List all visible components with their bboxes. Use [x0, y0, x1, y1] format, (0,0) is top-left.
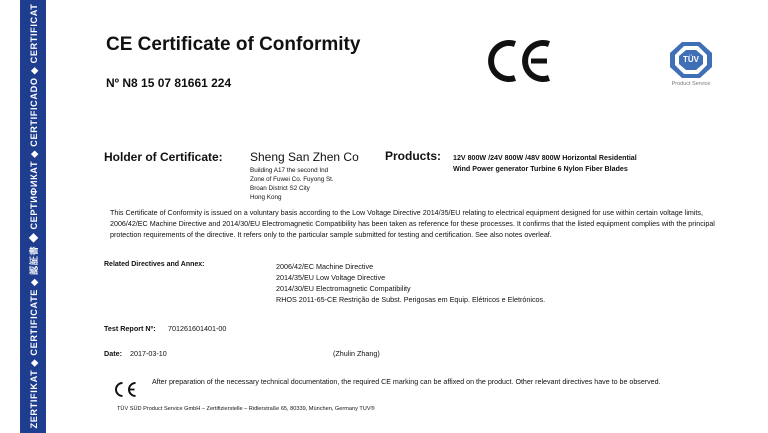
products-description: [453, 153, 637, 175]
products-label: Products:: [385, 149, 442, 163]
product-line: Wind Power generator Turbine 6 Nylon Fiber Blades: [453, 165, 628, 173]
holder-name: Sheng San Zhen Co: [250, 150, 359, 164]
conformity-statement: This Certificate of Conformity is issued on a voluntary basis according to the Low Voltage Directive 2014/35/EU relating to electrical equipment designed for use within certain voltage limits, 2006/42/EC Machine Directive and 2014/30/EU Electromagnetic Compatibility has been taken as reference for these processes. It confirms that the listed equipment complies with the principal protection requirements of the directive. It refers only to the particular sample submitted for testing and certification. See also notes overleaf.: [110, 209, 715, 239]
holder-label: Holder of Certificate:: [104, 150, 223, 164]
address-line: Broan District S2 City: [250, 184, 310, 192]
date-value: 2017-03-10: [130, 349, 167, 358]
ce-mark-icon: [487, 38, 557, 84]
directive-item: 2014/30/EU Electromagnetic Compatibility: [276, 284, 411, 293]
address-line: Building A17 the second Ind: [250, 167, 329, 174]
certificate-number: Nº N8 15 07 81661 224: [106, 76, 232, 90]
directive-item: 2014/35/EU Low Voltage Directive: [276, 273, 386, 282]
related-directives-label: Related Directives and Annex:: [104, 261, 205, 268]
test-report-number: 701261601401-00: [168, 324, 227, 333]
certificate-side-band: [20, 0, 46, 433]
test-report-label: Test Report Nº:: [104, 324, 156, 333]
signer-name: (Zhulin Zhang): [333, 349, 380, 358]
product-line: 12V 800W /24V 800W /48V 800W Horizontal Residential: [453, 154, 637, 162]
tuv-logo-text: TÜV: [683, 55, 699, 64]
side-band-text: ZERTIFIKAT ◆ CERTIFICATE ◆ 認証書 ◆ СЕРТИФИКАТ ◆ CERTIFICADO ◆ CERTIFICAT: [29, 3, 39, 429]
related-directives-list: [276, 261, 545, 305]
tuv-logo: [668, 40, 714, 80]
directive-item: RHOS 2011-65-CE Restrição de Subst. Perigosas em Equip. Elétricos e Eletrónicos.: [276, 295, 546, 304]
certificate-title: CE Certificate of Conformity: [106, 34, 361, 55]
small-ce-mark-icon: [112, 381, 138, 398]
address-line: Zone of Fuwei Co. Fuyong St.: [250, 175, 334, 183]
date-label: Date:: [104, 349, 122, 358]
address-line: Hong Kong: [250, 193, 282, 201]
issuer-footer: TÜV SÜD Product Service GmbH – Zertifizierstelle – Ridlerstraße 65, 80339, München, Germany TUV®: [117, 406, 375, 412]
holder-address: [250, 167, 334, 203]
logo-caption: Product Service: [671, 81, 711, 87]
directive-item: 2006/42/EC Machine Directive: [276, 262, 374, 271]
ce-marking-note: After preparation of the necessary technical documentation, the required CE marking can be affixed on the product. Other relevant directives have to be observed.: [152, 378, 661, 386]
